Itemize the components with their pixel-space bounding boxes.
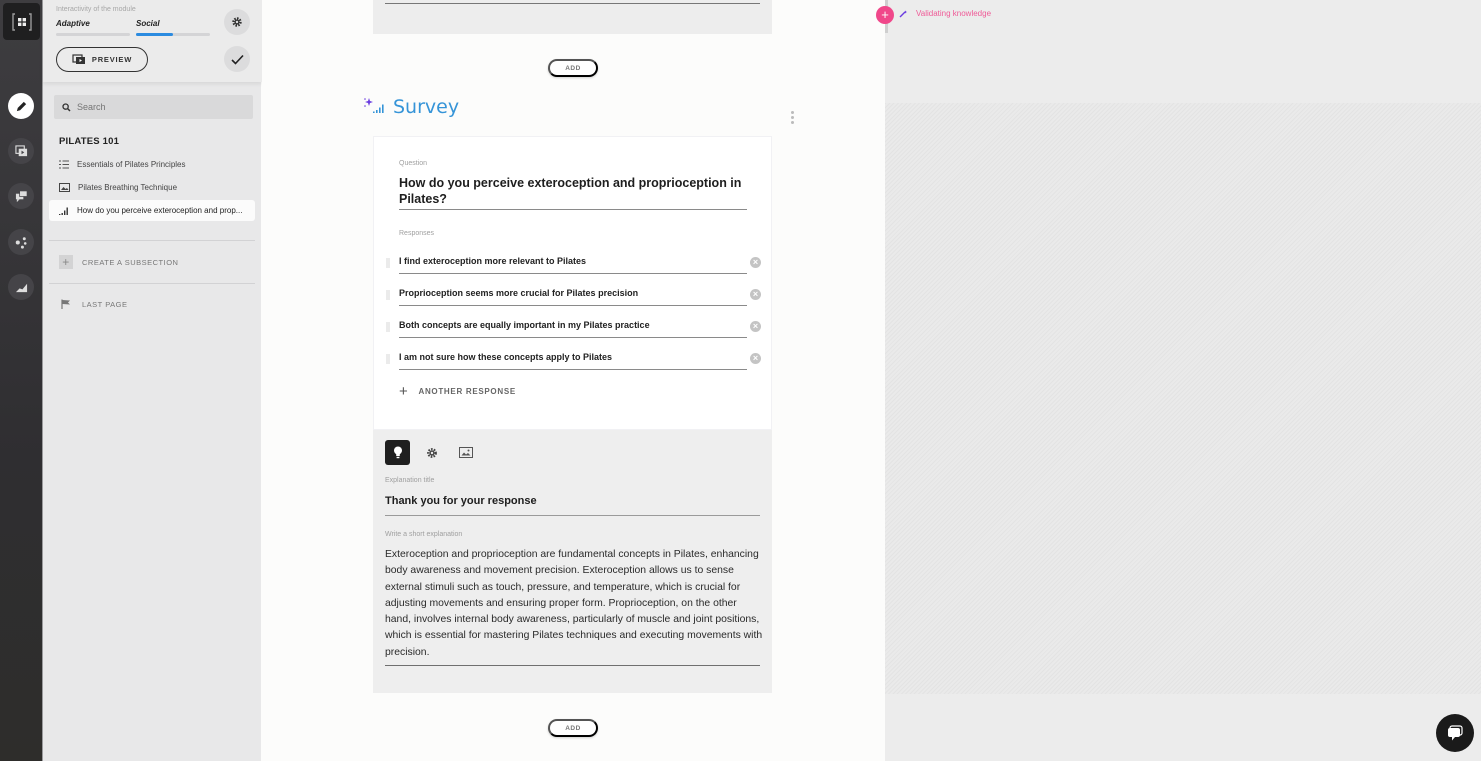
adaptive-progress xyxy=(56,33,130,36)
drag-handle-icon[interactable] xyxy=(386,258,390,268)
image-icon xyxy=(59,183,70,192)
tab-media[interactable] xyxy=(453,440,478,465)
explanation-title-label: Explanation title xyxy=(385,477,435,484)
analytics-icon xyxy=(15,281,28,294)
explanation-title-input[interactable]: Thank you for your response xyxy=(385,495,537,507)
survey-type-icon xyxy=(373,104,385,113)
preview-panel xyxy=(881,0,1481,761)
response-input[interactable]: Both concepts are equally important in my Pilates practice xyxy=(399,320,650,330)
remove-response-icon[interactable]: × xyxy=(750,353,761,364)
validate-button[interactable] xyxy=(224,46,250,72)
responses-label: Responses xyxy=(399,230,435,237)
drag-handle-icon[interactable] xyxy=(386,354,390,364)
sidebar xyxy=(42,0,261,761)
response-input[interactable]: Proprioception seems more crucial for Pilates precision xyxy=(399,288,639,298)
search-input[interactable] xyxy=(77,102,237,112)
create-subsection-label: CREATE A SUBSECTION xyxy=(82,257,179,267)
last-page-item[interactable] xyxy=(61,299,128,309)
pencil-icon xyxy=(15,100,28,113)
nav-item-label: How do you perceive exteroception and prop... xyxy=(77,206,243,215)
remove-response-icon[interactable]: × xyxy=(750,321,761,332)
add-step-button[interactable]: + xyxy=(876,6,894,24)
rail-analytics-button[interactable] xyxy=(8,274,34,300)
flag-icon xyxy=(61,299,71,309)
question-label: Question xyxy=(399,160,428,167)
divider xyxy=(49,283,255,284)
nav-item-survey[interactable] xyxy=(49,200,255,221)
survey-icon xyxy=(59,207,69,215)
body-underline xyxy=(385,665,760,666)
previous-block xyxy=(373,0,772,34)
gear-icon xyxy=(426,447,438,459)
preview-area xyxy=(885,103,1481,694)
response-row xyxy=(386,254,766,274)
wand-icon xyxy=(899,10,907,18)
drag-handle-icon[interactable] xyxy=(386,322,390,332)
grid-logo-icon xyxy=(11,11,33,33)
image-icon xyxy=(459,447,473,458)
rail-comments-button[interactable] xyxy=(8,183,34,209)
preview-icon xyxy=(72,54,86,65)
response-row xyxy=(386,286,766,306)
list-icon xyxy=(59,160,69,169)
question-underline xyxy=(399,209,747,210)
response-input[interactable]: I am not sure how these concepts apply to Pilates xyxy=(399,352,613,362)
create-subsection-button[interactable] xyxy=(59,255,178,269)
rail-media-button[interactable] xyxy=(8,138,34,164)
response-row xyxy=(386,318,766,338)
last-page-label: LAST PAGE xyxy=(82,299,128,309)
preview-label: PREVIEW xyxy=(91,55,133,64)
mode-adaptive[interactable]: Adaptive xyxy=(56,19,90,28)
explanation-body-input[interactable]: Exteroception and proprioception are fundamental concepts in Pilates, enhancing body awareness and movement precision. Exteroception allows us to sense external stimuli such as touch, pressure, and temperature, which is crucial for adjusting movements and ensuring proper form. Proprioception, on the other hand, involves internal body awareness, particularly of muscle and joint positions, which is essential for mastering Pilates techniques and executing movements with precision. xyxy=(385,549,763,658)
nav-item-label: Essentials of Pilates Principles xyxy=(77,160,186,169)
search-box[interactable] xyxy=(54,95,253,119)
gear-icon xyxy=(231,16,243,28)
divider xyxy=(49,240,255,241)
add-response-label: ANOTHER RESPONSE xyxy=(418,387,516,396)
tab-settings[interactable] xyxy=(419,440,444,465)
nav-item-breathing[interactable] xyxy=(49,177,255,198)
tab-explanation[interactable] xyxy=(385,440,410,465)
search-icon xyxy=(62,103,71,112)
explanation-body-label: Write a short explanation xyxy=(385,531,463,538)
mode-social[interactable]: Social xyxy=(136,19,160,28)
chat-support-button[interactable] xyxy=(1436,714,1474,752)
settings-button[interactable] xyxy=(224,9,250,35)
add-response-button[interactable] xyxy=(399,383,516,400)
app-logo[interactable] xyxy=(3,3,40,40)
survey-card xyxy=(373,136,772,430)
chat-icon xyxy=(1446,725,1464,742)
interactivity-label: Interactivity of the module xyxy=(56,6,136,13)
remove-response-icon[interactable]: × xyxy=(750,289,761,300)
explanation-card xyxy=(373,430,772,693)
more-options-icon[interactable] xyxy=(789,111,795,124)
app-rail xyxy=(0,0,42,761)
media-icon xyxy=(15,145,28,158)
plus-icon: + xyxy=(59,255,73,269)
nav-item-label: Pilates Breathing Technique xyxy=(78,183,178,192)
response-row xyxy=(386,350,766,370)
rail-share-button[interactable] xyxy=(8,229,34,255)
share-nodes-icon xyxy=(15,236,28,249)
rail-edit-button[interactable] xyxy=(8,93,34,119)
add-block-button-bottom[interactable]: ADD xyxy=(548,719,598,737)
social-progress xyxy=(136,33,210,36)
lightbulb-icon xyxy=(393,446,403,459)
add-block-button-top[interactable]: ADD xyxy=(548,59,598,77)
module-settings-panel xyxy=(43,0,262,82)
checkmark-icon xyxy=(231,54,244,65)
title-underline xyxy=(385,515,760,516)
step-label[interactable] xyxy=(899,9,991,18)
preview-button[interactable] xyxy=(56,47,148,72)
plus-icon: + xyxy=(399,383,409,400)
question-input[interactable]: How do you perceive exteroception and proprioception in Pilates? xyxy=(399,176,742,206)
response-input[interactable]: I find exteroception more relevant to Pilates xyxy=(399,256,587,266)
remove-response-icon[interactable]: × xyxy=(750,257,761,268)
nav-item-essentials[interactable] xyxy=(49,154,255,175)
drag-handle-icon[interactable] xyxy=(386,290,390,300)
comments-icon xyxy=(15,190,28,203)
block-header xyxy=(362,96,459,118)
module-title: PILATES 101 xyxy=(59,136,120,147)
editor-canvas xyxy=(262,0,885,761)
step-label-text: Validating knowledge xyxy=(916,9,992,18)
block-type-title: Survey xyxy=(393,96,460,118)
